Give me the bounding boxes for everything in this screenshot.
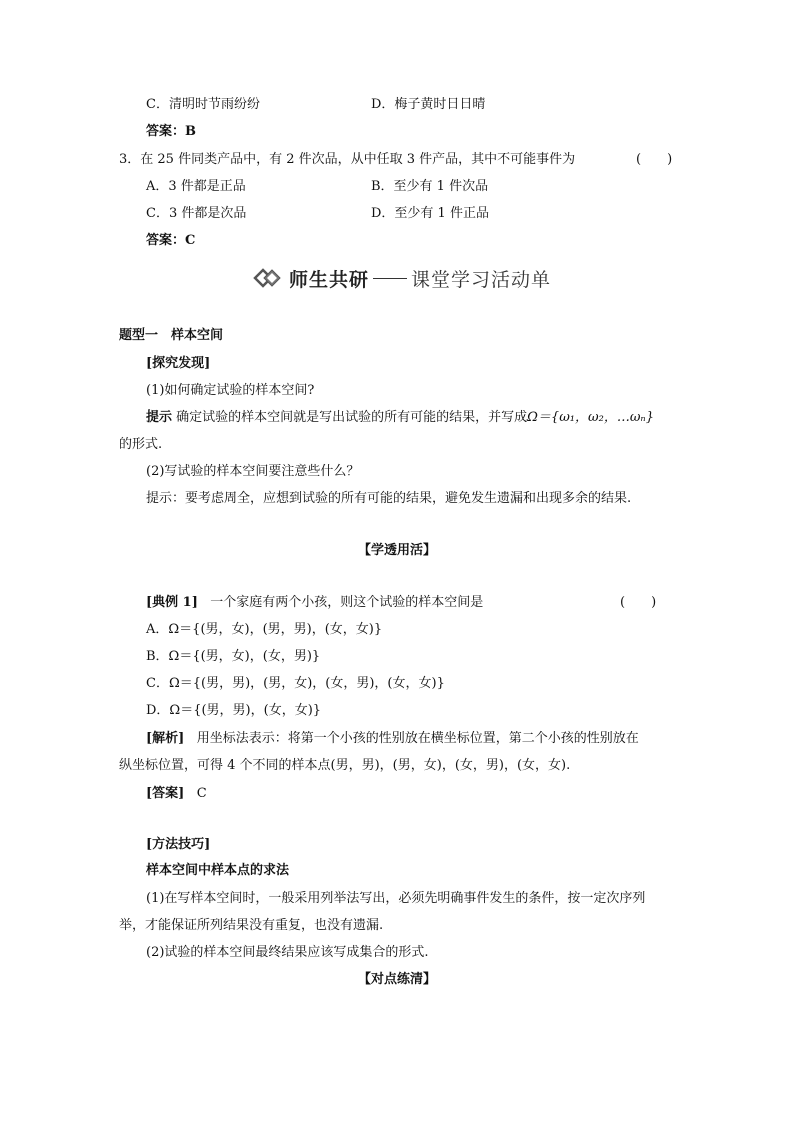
example1-stem-line — [146, 595, 483, 611]
example1-label: [典例 1] — [146, 595, 198, 610]
method-label: [方法技巧] — [146, 837, 211, 852]
banner-subtitle: 课堂学习活动单 — [411, 268, 552, 291]
q3-stem: 3．在 25 件同类产品中，有 2 件次品，从中任取 3 件产品，其中不可能事件为 — [119, 152, 576, 167]
q3-option-d: D．至少有 1 件正品 — [371, 206, 489, 221]
analysis-text1: 用坐标法表示：将第一个小孩的性别放在横坐标位置，第二个小孩的性别放在 — [196, 731, 639, 746]
example1-option-a: A．Ω＝{(男，女)，(男，男)，(女，女)} — [146, 622, 383, 637]
diamond-logo-icon — [253, 267, 283, 289]
explore-q1: (1)如何确定试验的样本空间? — [146, 383, 315, 398]
example1-paren: ( ) — [620, 595, 657, 610]
hint1-continuation: 的形式. — [119, 437, 163, 452]
answer-label: [答案] — [146, 786, 185, 801]
analysis-line2: 纵坐标位置，可得 4 个不同的样本点(男，男)，(男，女)，(女，男)，(女，女). — [119, 758, 571, 773]
hint1-label: 提示 — [146, 410, 173, 425]
practice-heading: 【对点练清】 — [357, 972, 436, 987]
banner-dash — [373, 278, 407, 279]
analysis-line1 — [146, 731, 639, 747]
q3-option-a: A．3 件都是正品 — [146, 179, 246, 194]
analysis-label: [解析] — [146, 731, 185, 746]
answer-value: C — [196, 786, 207, 801]
method-p2: (2)试验的样本空间最终结果应该写成集合的形式. — [146, 945, 429, 960]
hint1-line — [146, 410, 654, 426]
hint2-line: 提示：要考虑周全，应想到试验的所有可能的结果，避免发生遗漏和出现多余的结果. — [146, 491, 632, 506]
banner-bold-title: 师生共研 — [289, 268, 370, 291]
example1-option-c: C．Ω＝{(男，男)，(男，女)，(女，男)，(女，女)} — [146, 676, 445, 691]
hint1-text: 确定试验的样本空间就是写出试验的所有可能的结果，并写成 — [172, 410, 528, 425]
q3-option-c: C．3 件都是次品 — [146, 206, 247, 221]
answer-line — [146, 786, 207, 802]
explore-q2: (2)写试验的样本空间要注意些什么？ — [146, 464, 360, 479]
q2-option-c: C．清明时节雨纷纷 — [146, 97, 260, 112]
q2-answer: 答案：B — [146, 124, 196, 139]
method-title: 样本空间中样本点的求法 — [146, 863, 290, 878]
explore-label: [探究发现] — [146, 356, 211, 371]
method-p1-line1: (1)在写样本空间时，一般采用列举法写出，必须先明确事件发生的条件，按一定次序列 — [146, 891, 646, 906]
section-banner — [253, 264, 551, 292]
learn-use-heading: 【学透用活】 — [357, 543, 436, 558]
example1-stem: 一个家庭有两个小孩，则这个试验的样本空间是 — [210, 595, 484, 610]
q3-option-b: B．至少有 1 件次品 — [371, 179, 489, 194]
q2-option-d: D．梅子黄时日日晴 — [371, 97, 486, 112]
q3-paren: ( ) — [636, 152, 673, 167]
method-p1-line2: 举，才能保证所列结果没有重复，也没有遗漏. — [119, 918, 384, 933]
example1-option-d: D．Ω＝{(男，男)，(女，女)} — [146, 703, 322, 718]
example1-option-b: B．Ω＝{(男，女)，(女，男)} — [146, 649, 321, 664]
type1-title: 题型一 样本空间 — [119, 328, 224, 343]
q3-answer: 答案：C — [146, 233, 196, 248]
hint1-formula: Ω＝{ω₁，ω₂，…ωₙ} — [527, 410, 654, 425]
